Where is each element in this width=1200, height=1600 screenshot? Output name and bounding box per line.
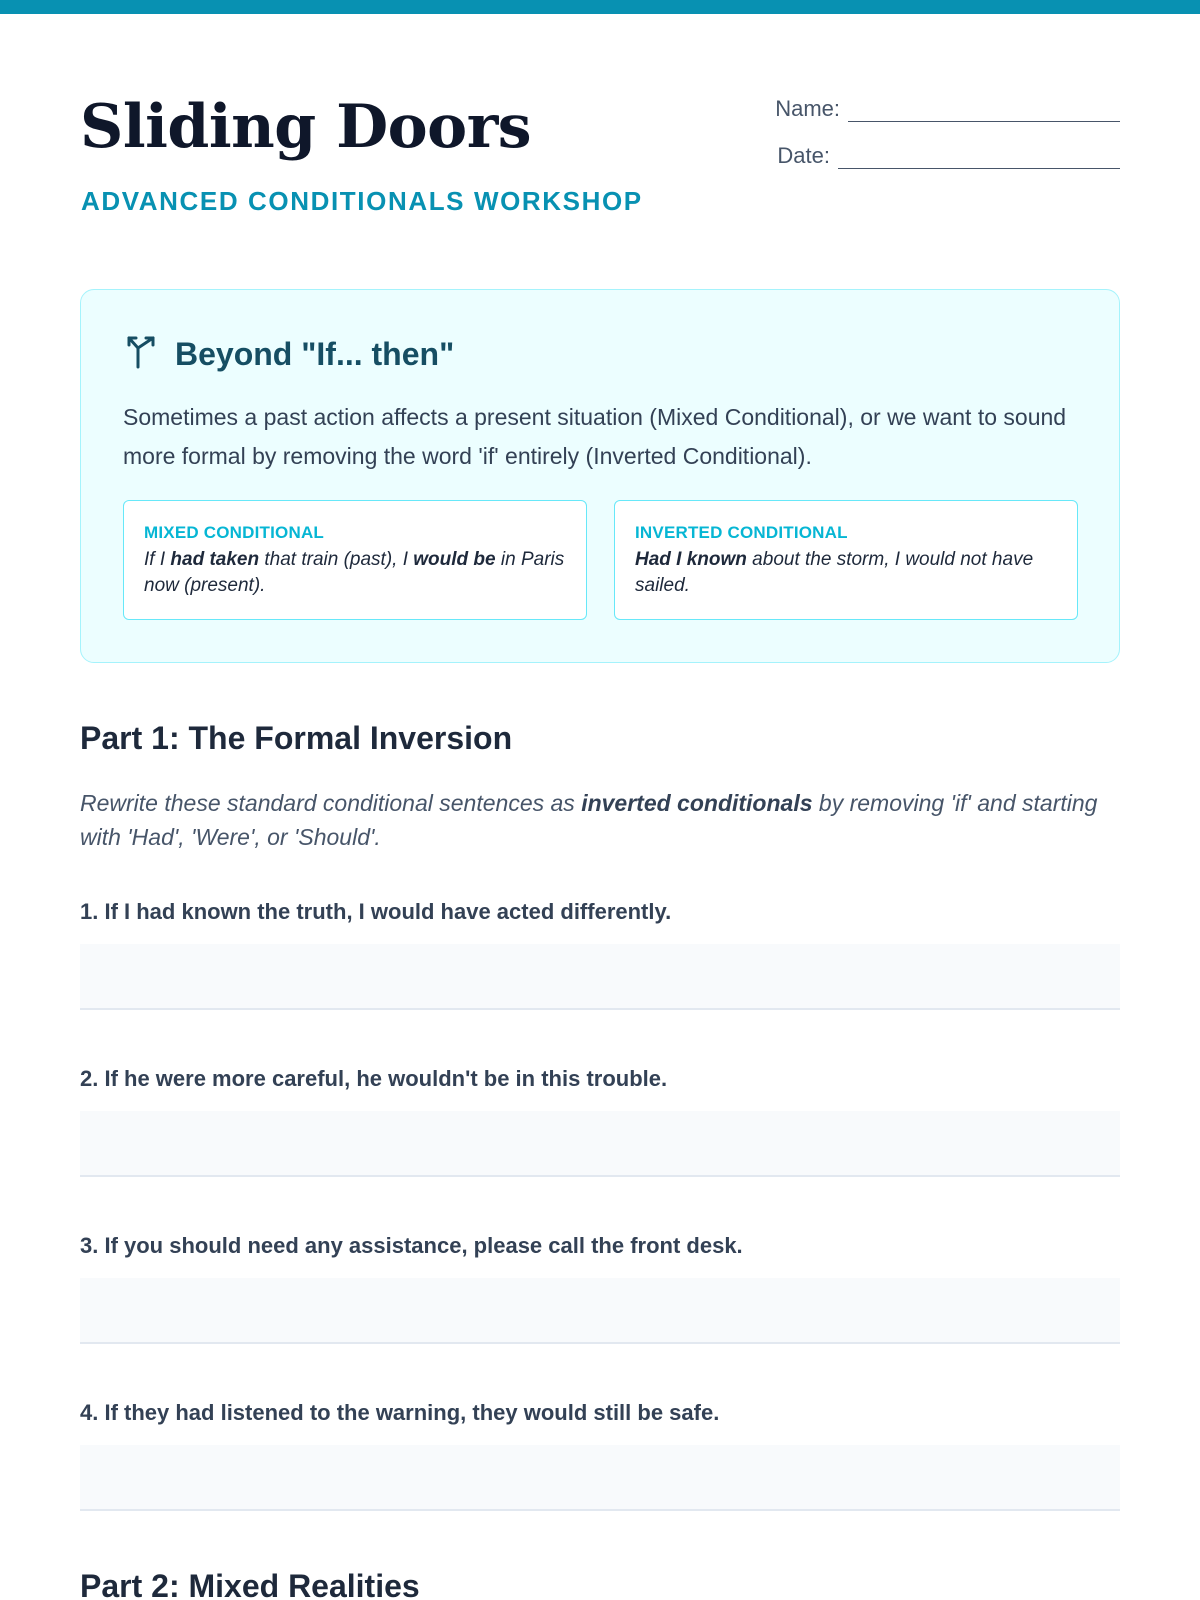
mixed-conditional-card bbox=[123, 500, 587, 620]
answer-field-4[interactable] bbox=[80, 1445, 1120, 1511]
example-text: in Paris now (present). bbox=[144, 549, 565, 596]
question-3: 3. If you should need any assistance, please call the front desk. bbox=[80, 1233, 743, 1258]
question-1: 1. If I had known the truth, I would have acted differently. bbox=[80, 899, 672, 924]
page-title: Sliding Doors bbox=[80, 92, 532, 162]
instruction-text: Rewrite these standard conditional sentences as bbox=[80, 790, 582, 816]
concept-header bbox=[123, 334, 454, 375]
concept-text: Sometimes a past action affects a present situation (Mixed Conditional), or we want to sound more formal by removing the word 'if' entirely (Inverted Conditional). bbox=[123, 404, 1067, 469]
part2-heading: Part 2: Mixed Realities bbox=[80, 1568, 420, 1600]
example-emphasis: would be bbox=[413, 549, 496, 570]
card-label: MIXED CONDITIONAL bbox=[144, 523, 325, 542]
question-4: 4. If they had listened to the warning, they would still be safe. bbox=[80, 1400, 720, 1425]
instruction-emphasis: inverted conditionals bbox=[581, 790, 813, 816]
part1-heading: Part 1: The Formal Inversion bbox=[80, 720, 513, 756]
date-blank-line[interactable] bbox=[838, 151, 1120, 169]
instruction-text: by removing 'if' and starting with 'Had', 'Were', or 'Should'. bbox=[80, 790, 1098, 850]
example-emphasis: had taken bbox=[170, 549, 260, 570]
concept-title: Beyond "If... then" bbox=[175, 336, 455, 372]
example-text: If I bbox=[144, 549, 171, 570]
answer-field-3[interactable] bbox=[80, 1278, 1120, 1344]
name-label: Name: bbox=[775, 96, 840, 121]
name-field bbox=[775, 96, 1120, 122]
card-example bbox=[144, 547, 566, 599]
example-text: that train (past), I bbox=[259, 549, 414, 570]
split-arrow-icon bbox=[123, 334, 159, 375]
card-example bbox=[635, 547, 1057, 599]
question-2: 2. If he were more careful, he wouldn't be in this trouble. bbox=[80, 1066, 668, 1091]
concept-box bbox=[80, 289, 1120, 663]
date-field bbox=[777, 143, 1120, 169]
date-label: Date: bbox=[777, 143, 830, 168]
answer-field-2[interactable] bbox=[80, 1111, 1120, 1177]
part1-instruction bbox=[80, 786, 1120, 854]
example-emphasis: Had I known bbox=[635, 549, 747, 570]
card-label: INVERTED CONDITIONAL bbox=[635, 523, 848, 542]
answer-field-1[interactable] bbox=[80, 944, 1120, 1010]
page-subtitle: ADVANCED CONDITIONALS WORKSHOP bbox=[81, 186, 643, 216]
top-accent-bar bbox=[0, 0, 1200, 14]
example-text: about the storm, I would not have sailed. bbox=[635, 549, 1034, 596]
inverted-conditional-card bbox=[614, 500, 1078, 620]
name-blank-line[interactable] bbox=[848, 104, 1120, 122]
